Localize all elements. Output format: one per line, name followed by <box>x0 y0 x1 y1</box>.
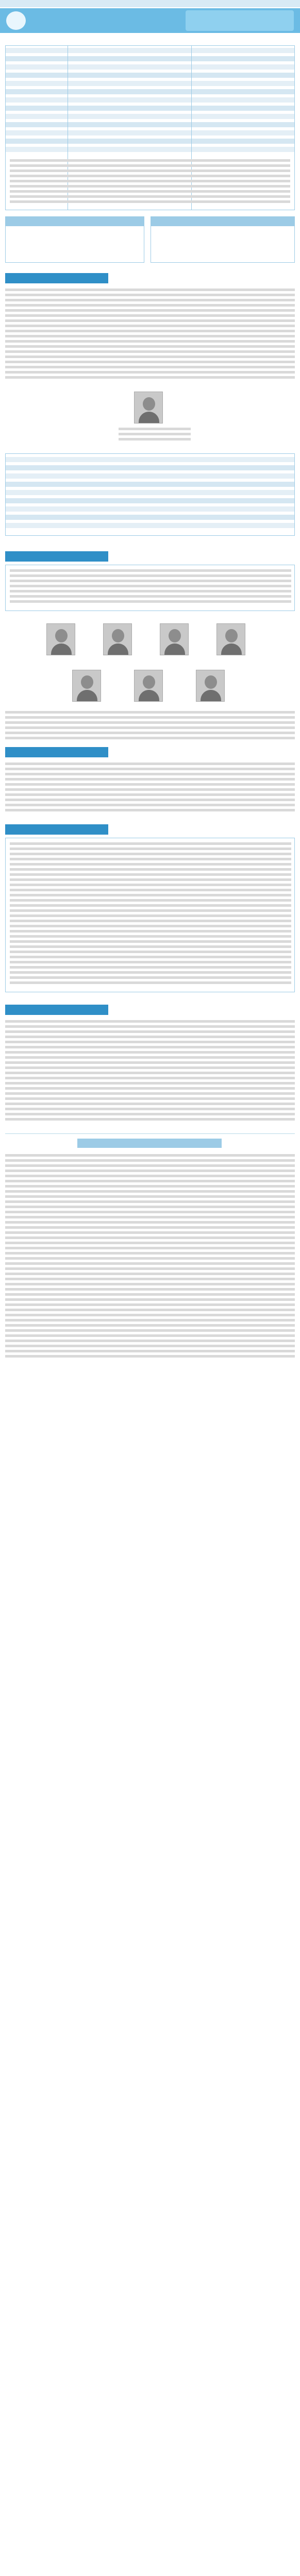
person-caption-lines <box>119 428 191 443</box>
table-row <box>6 64 294 70</box>
table-row <box>6 457 294 462</box>
table-row <box>6 498 294 503</box>
table-row <box>6 515 294 520</box>
sermon-box-right <box>151 216 295 263</box>
group-body-lines <box>5 762 295 814</box>
member-photo <box>46 623 75 655</box>
people-info-lines <box>10 569 291 605</box>
table-row <box>6 147 294 152</box>
table-row <box>6 482 294 487</box>
education-lines <box>10 842 291 987</box>
table-row <box>6 523 294 528</box>
photo-grid-caption-lines <box>5 711 295 742</box>
table-row <box>6 97 294 103</box>
section-info-title <box>5 1005 108 1015</box>
person-photo <box>134 392 163 423</box>
table-row <box>6 490 294 495</box>
banner-decoration <box>186 10 294 31</box>
table-row <box>6 56 294 61</box>
table-row <box>6 506 294 512</box>
table-footer-lines <box>10 159 290 206</box>
member-photo <box>216 623 245 655</box>
top-strip <box>0 0 300 7</box>
table-row <box>6 473 294 479</box>
table-row <box>6 106 294 111</box>
table-row <box>6 81 294 86</box>
table-row <box>6 130 294 135</box>
table-row <box>6 465 294 470</box>
member-photo <box>72 670 101 702</box>
member-photo <box>160 623 189 655</box>
section-people-title <box>5 551 108 562</box>
education-box <box>5 838 295 992</box>
people-info-box <box>5 565 295 611</box>
sermon-box-left <box>5 216 144 263</box>
banner <box>0 8 300 33</box>
news-body-lines <box>5 289 295 381</box>
section-education-title <box>5 824 108 835</box>
table-row <box>6 73 294 78</box>
table-row <box>6 114 294 119</box>
sermon-box-left-title <box>6 217 144 226</box>
member-photo <box>134 670 163 702</box>
table-row <box>6 122 294 127</box>
info-body-lines <box>5 1020 295 1123</box>
table-row <box>6 139 294 144</box>
member-photo <box>196 670 225 702</box>
member-photo <box>103 623 132 655</box>
divider <box>5 1133 295 1134</box>
article-body-lines <box>5 1154 295 1360</box>
banner-logo-icon <box>6 11 26 30</box>
section-article-title <box>77 1139 222 1148</box>
sermon-box-right-title <box>151 217 294 226</box>
schedule-table <box>5 453 295 536</box>
table-row <box>6 48 294 53</box>
table-row <box>6 89 294 94</box>
section-group-title <box>5 747 108 757</box>
section-news-title <box>5 273 108 283</box>
worship-table <box>5 45 295 210</box>
